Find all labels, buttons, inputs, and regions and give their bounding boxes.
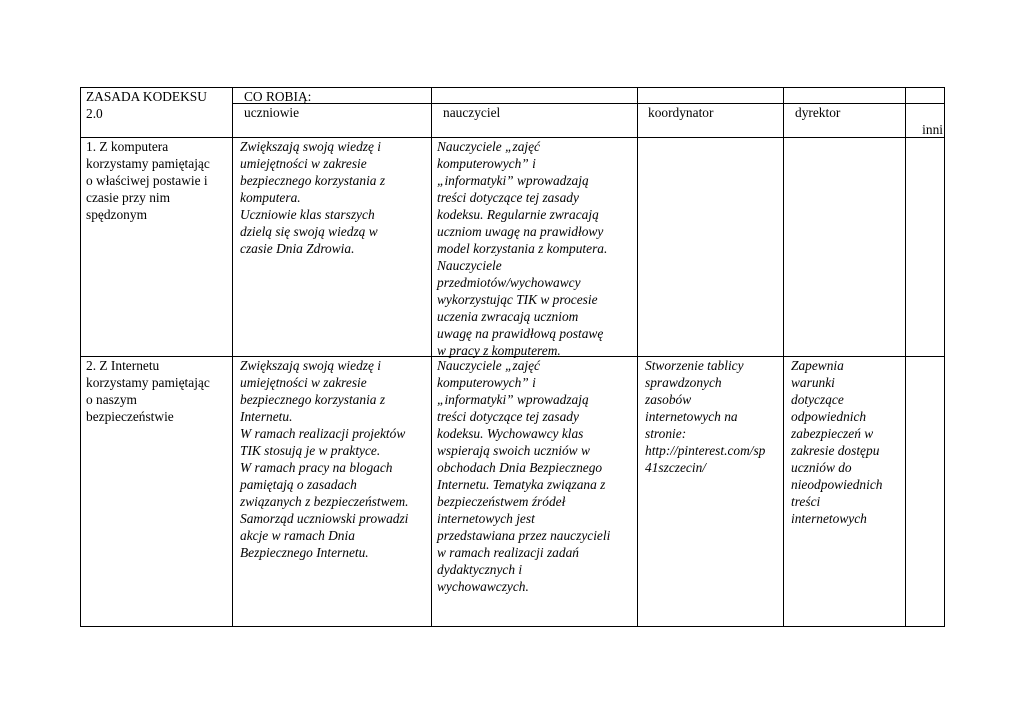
row-1-zasada: 1. Z komputera korzystamy pamiętając o właściwej postawie i czasie przy nim spędzonym: [86, 139, 210, 222]
row-2-koordynator: Stworzenie tablicy sprawdzonych zasobów internetowych na stronie: http://pinterest.com/sp 41szczecin/: [645, 358, 766, 475]
header-dyrektor: dyrektor: [795, 105, 841, 120]
row-1-nauczyciel: Nauczyciele „zajęć komputerowych” i „informatyki” wprowadzają treści dotyczące tej zasady kodeksu. Regularnie zwracają uczniom uwagę na prawidłowy model korzystania z komputera. Nauczyciele przedmiotów/wychowawcy wykorzystując TIK w procesie uczenia zwracają uczniom uwagę na prawidłową postawę w pracy z komputerem.: [437, 139, 608, 358]
column-divider: [431, 87, 432, 627]
table-border-left: [80, 87, 81, 627]
table-border-right: [944, 87, 945, 627]
row-2-zasada: 2. Z Internetu korzystamy pamiętając o naszym bezpieczeństwie: [86, 358, 210, 424]
row-2-dyrektor: Zapewnia warunki dotyczące odpowiednich zabezpieczeń w zakresie dostępu uczniów do nieodpowiednich treści internetowych: [791, 358, 883, 526]
header-koordynator: koordynator: [648, 105, 714, 120]
column-divider: [905, 87, 906, 627]
header-nauczyciel: nauczyciel: [443, 105, 501, 120]
header-co-robia: CO ROBIĄ:: [244, 89, 312, 104]
table-border-bottom: [80, 626, 945, 627]
row-1-uczniowie: Zwiększają swoją wiedzę i umiejętności w zakresie bezpiecznego korzystania z komputera. Uczniowie klas starszych dzielą się swoją wiedzą w czasie Dnia Zdrowia.: [240, 139, 386, 256]
row-2-uczniowie: Zwiększają swoją wiedzę i umiejętności w zakresie bezpiecznego korzystania z Internetu. W ramach realizacji projektów TIK stosują je w praktyce. W ramach pracy na blogach pamiętają o zasadach związanych z bezpieczeństwem. Samorząd uczniowski prowadzi akcje w ramach Dnia Bezpiecznego Internetu.: [240, 358, 409, 560]
header-inni: inni: [922, 122, 943, 137]
column-divider: [783, 87, 784, 627]
header-zasada: ZASADA KODEKSU 2.0: [86, 89, 207, 121]
header-uczniowie: uczniowie: [244, 105, 300, 120]
row-2-nauczyciel: Nauczyciele „zajęć komputerowych” i „informatyki” wprowadzają treści dotyczące tej zasady kodeksu. Wychowawcy klas wspierają swoich uczniów w obchodach Dnia Bezpiecznego Internetu. Tematyka związana z bezpieczeństwem źródeł internetowych jest przedstawiana przez nauczycieli w ramach realizacji zadań dydaktycznych i wychowawczych.: [437, 358, 611, 594]
column-divider: [637, 87, 638, 627]
column-divider: [232, 87, 233, 627]
